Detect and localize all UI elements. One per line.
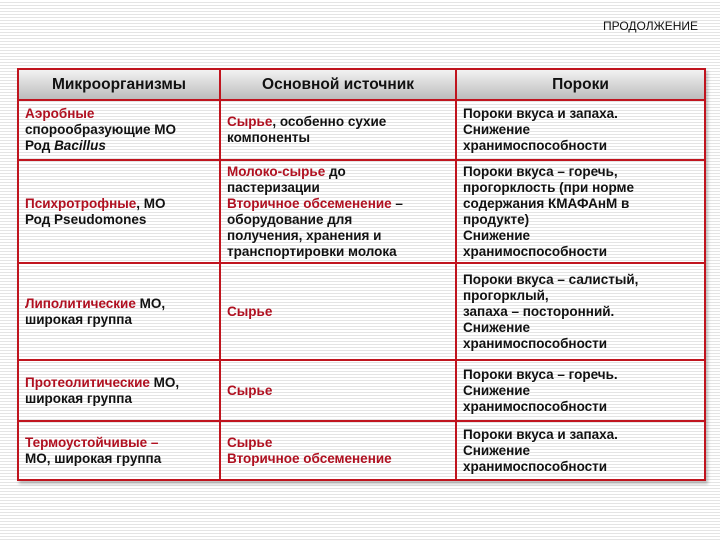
cell-line [227, 304, 449, 320]
header-main-source: Основной источник [220, 69, 456, 100]
microorganisms-table [17, 68, 706, 481]
cell-text: Снижение [463, 122, 531, 137]
cell-text: Снижение [463, 442, 531, 458]
highlighted-text: Сырье [227, 434, 273, 450]
cell-line [25, 212, 213, 228]
highlighted-text: Термоустойчивые – [25, 434, 159, 450]
table-row [18, 421, 705, 480]
cell-line [227, 451, 449, 467]
microorganism-cell [18, 100, 220, 160]
cell-line [463, 427, 698, 443]
cell-text: содержания КМАФАнМ в [463, 195, 630, 211]
highlighted-text: Сырье [227, 303, 273, 319]
cell-line [463, 122, 698, 138]
cell-text: запаха – посторонний. [463, 303, 615, 319]
cell-text: прогорклость (при норме [463, 179, 635, 195]
cell-text: Род [25, 138, 55, 153]
cell-text: , особенно сухие [272, 114, 387, 129]
table-body [18, 100, 705, 480]
cell-text: МО, [135, 295, 166, 311]
source-cell [220, 263, 456, 360]
highlighted-text: Сырье [227, 382, 273, 398]
defects-cell [456, 360, 705, 421]
cell-text: широкая группа [25, 390, 132, 406]
microorganism-cell [18, 160, 220, 263]
microorganism-cell [18, 360, 220, 421]
cell-line [463, 367, 698, 383]
defects-cell [456, 100, 705, 160]
table-header-row [18, 69, 705, 100]
header-defects: Пороки [456, 69, 705, 100]
cell-line [25, 312, 213, 328]
source-cell [220, 421, 456, 480]
cell-line [463, 212, 698, 228]
cell-line [463, 196, 698, 212]
cell-line [463, 399, 698, 415]
cell-text: прогорклый, [463, 287, 549, 303]
cell-line [227, 180, 449, 196]
cell-line [227, 114, 449, 130]
cell-text: Род Pseudomones [25, 211, 147, 227]
highlighted-text: Липолитические [25, 295, 136, 311]
cell-text: пастеризации [227, 179, 320, 195]
cell-line [227, 435, 449, 451]
cell-text: Пороки вкуса – салистый, [463, 271, 639, 287]
highlighted-text: Протеолитические [25, 374, 150, 390]
cell-text: продукте) [463, 211, 530, 227]
cell-line [463, 304, 698, 320]
cell-text: компоненты [227, 130, 310, 145]
cell-line [463, 288, 698, 304]
cell-line [463, 164, 698, 180]
cell-line [227, 228, 449, 244]
cell-text: Пороки вкуса и запаха. [463, 106, 618, 121]
highlighted-text: Сырье [227, 114, 273, 129]
cell-text: , МО [136, 195, 166, 211]
defects-cell [456, 160, 705, 263]
defects-cell [456, 421, 705, 480]
cell-line [463, 106, 698, 122]
source-cell [220, 360, 456, 421]
cell-text: Пороки вкуса – горечь, [463, 163, 618, 179]
cell-line [25, 375, 213, 391]
source-cell [220, 160, 456, 263]
cell-text: Снижение [463, 227, 531, 243]
cell-line [25, 196, 213, 212]
cell-line [25, 451, 213, 467]
cell-line [463, 138, 698, 154]
cell-line [463, 443, 698, 459]
cell-line [463, 383, 698, 399]
header-microorganisms: Микроорганизмы [18, 69, 220, 100]
cell-line [463, 180, 698, 196]
highlighted-text: Аэробные [25, 106, 95, 121]
source-cell [220, 100, 456, 160]
highlighted-text: Вторичное обсеменение [227, 450, 392, 466]
microorganism-cell [18, 263, 220, 360]
cell-line [227, 212, 449, 228]
cell-text: МО, [149, 374, 180, 390]
cell-text: хранимоспособности [463, 138, 608, 153]
table-row [18, 360, 705, 421]
cell-text: спорообразующие МО [25, 122, 177, 137]
microorganism-cell [18, 421, 220, 480]
cell-text: Снижение [463, 382, 531, 398]
cell-text: МО, широкая группа [25, 450, 162, 466]
cell-line [25, 106, 213, 122]
cell-text: Пороки вкуса – горечь. [463, 366, 618, 382]
cell-line [463, 228, 698, 244]
highlighted-text: Вторичное обсеменение [227, 195, 392, 211]
cell-text: хранимоспособности [463, 243, 608, 259]
defects-cell [456, 263, 705, 360]
cell-line [227, 130, 449, 146]
cell-line [463, 272, 698, 288]
cell-line [25, 391, 213, 407]
highlighted-text: Молоко-сырье [227, 163, 326, 179]
cell-line [463, 244, 698, 260]
cell-line [227, 196, 449, 212]
cell-text: получения, хранения и [227, 227, 382, 243]
cell-text: транспортировки молока [227, 243, 397, 259]
cell-line [25, 296, 213, 312]
cell-text: до [325, 163, 346, 179]
highlighted-text: Психротрофные [25, 195, 137, 211]
cell-line [25, 138, 213, 154]
table-row [18, 160, 705, 263]
cell-line [25, 435, 213, 451]
cell-text: Bacillus [54, 138, 106, 153]
cell-line [463, 336, 698, 352]
cell-text: хранимоспособности [463, 335, 608, 351]
cell-line [463, 320, 698, 336]
cell-line [227, 244, 449, 260]
cell-line [227, 383, 449, 399]
table-row [18, 263, 705, 360]
cell-text: Пороки вкуса и запаха. [463, 426, 618, 442]
cell-text: – [391, 195, 403, 211]
cell-line [463, 459, 698, 475]
cell-text: широкая группа [25, 311, 132, 327]
cell-line [25, 122, 213, 138]
cell-text: хранимоспособности [463, 398, 608, 414]
cell-text: хранимоспособности [463, 458, 608, 474]
cell-text: оборудование для [227, 211, 353, 227]
continuation-label: ПРОДОЛЖЕНИЕ [602, 19, 698, 33]
table-row [18, 100, 705, 160]
cell-line [227, 164, 449, 180]
cell-text: Снижение [463, 319, 531, 335]
